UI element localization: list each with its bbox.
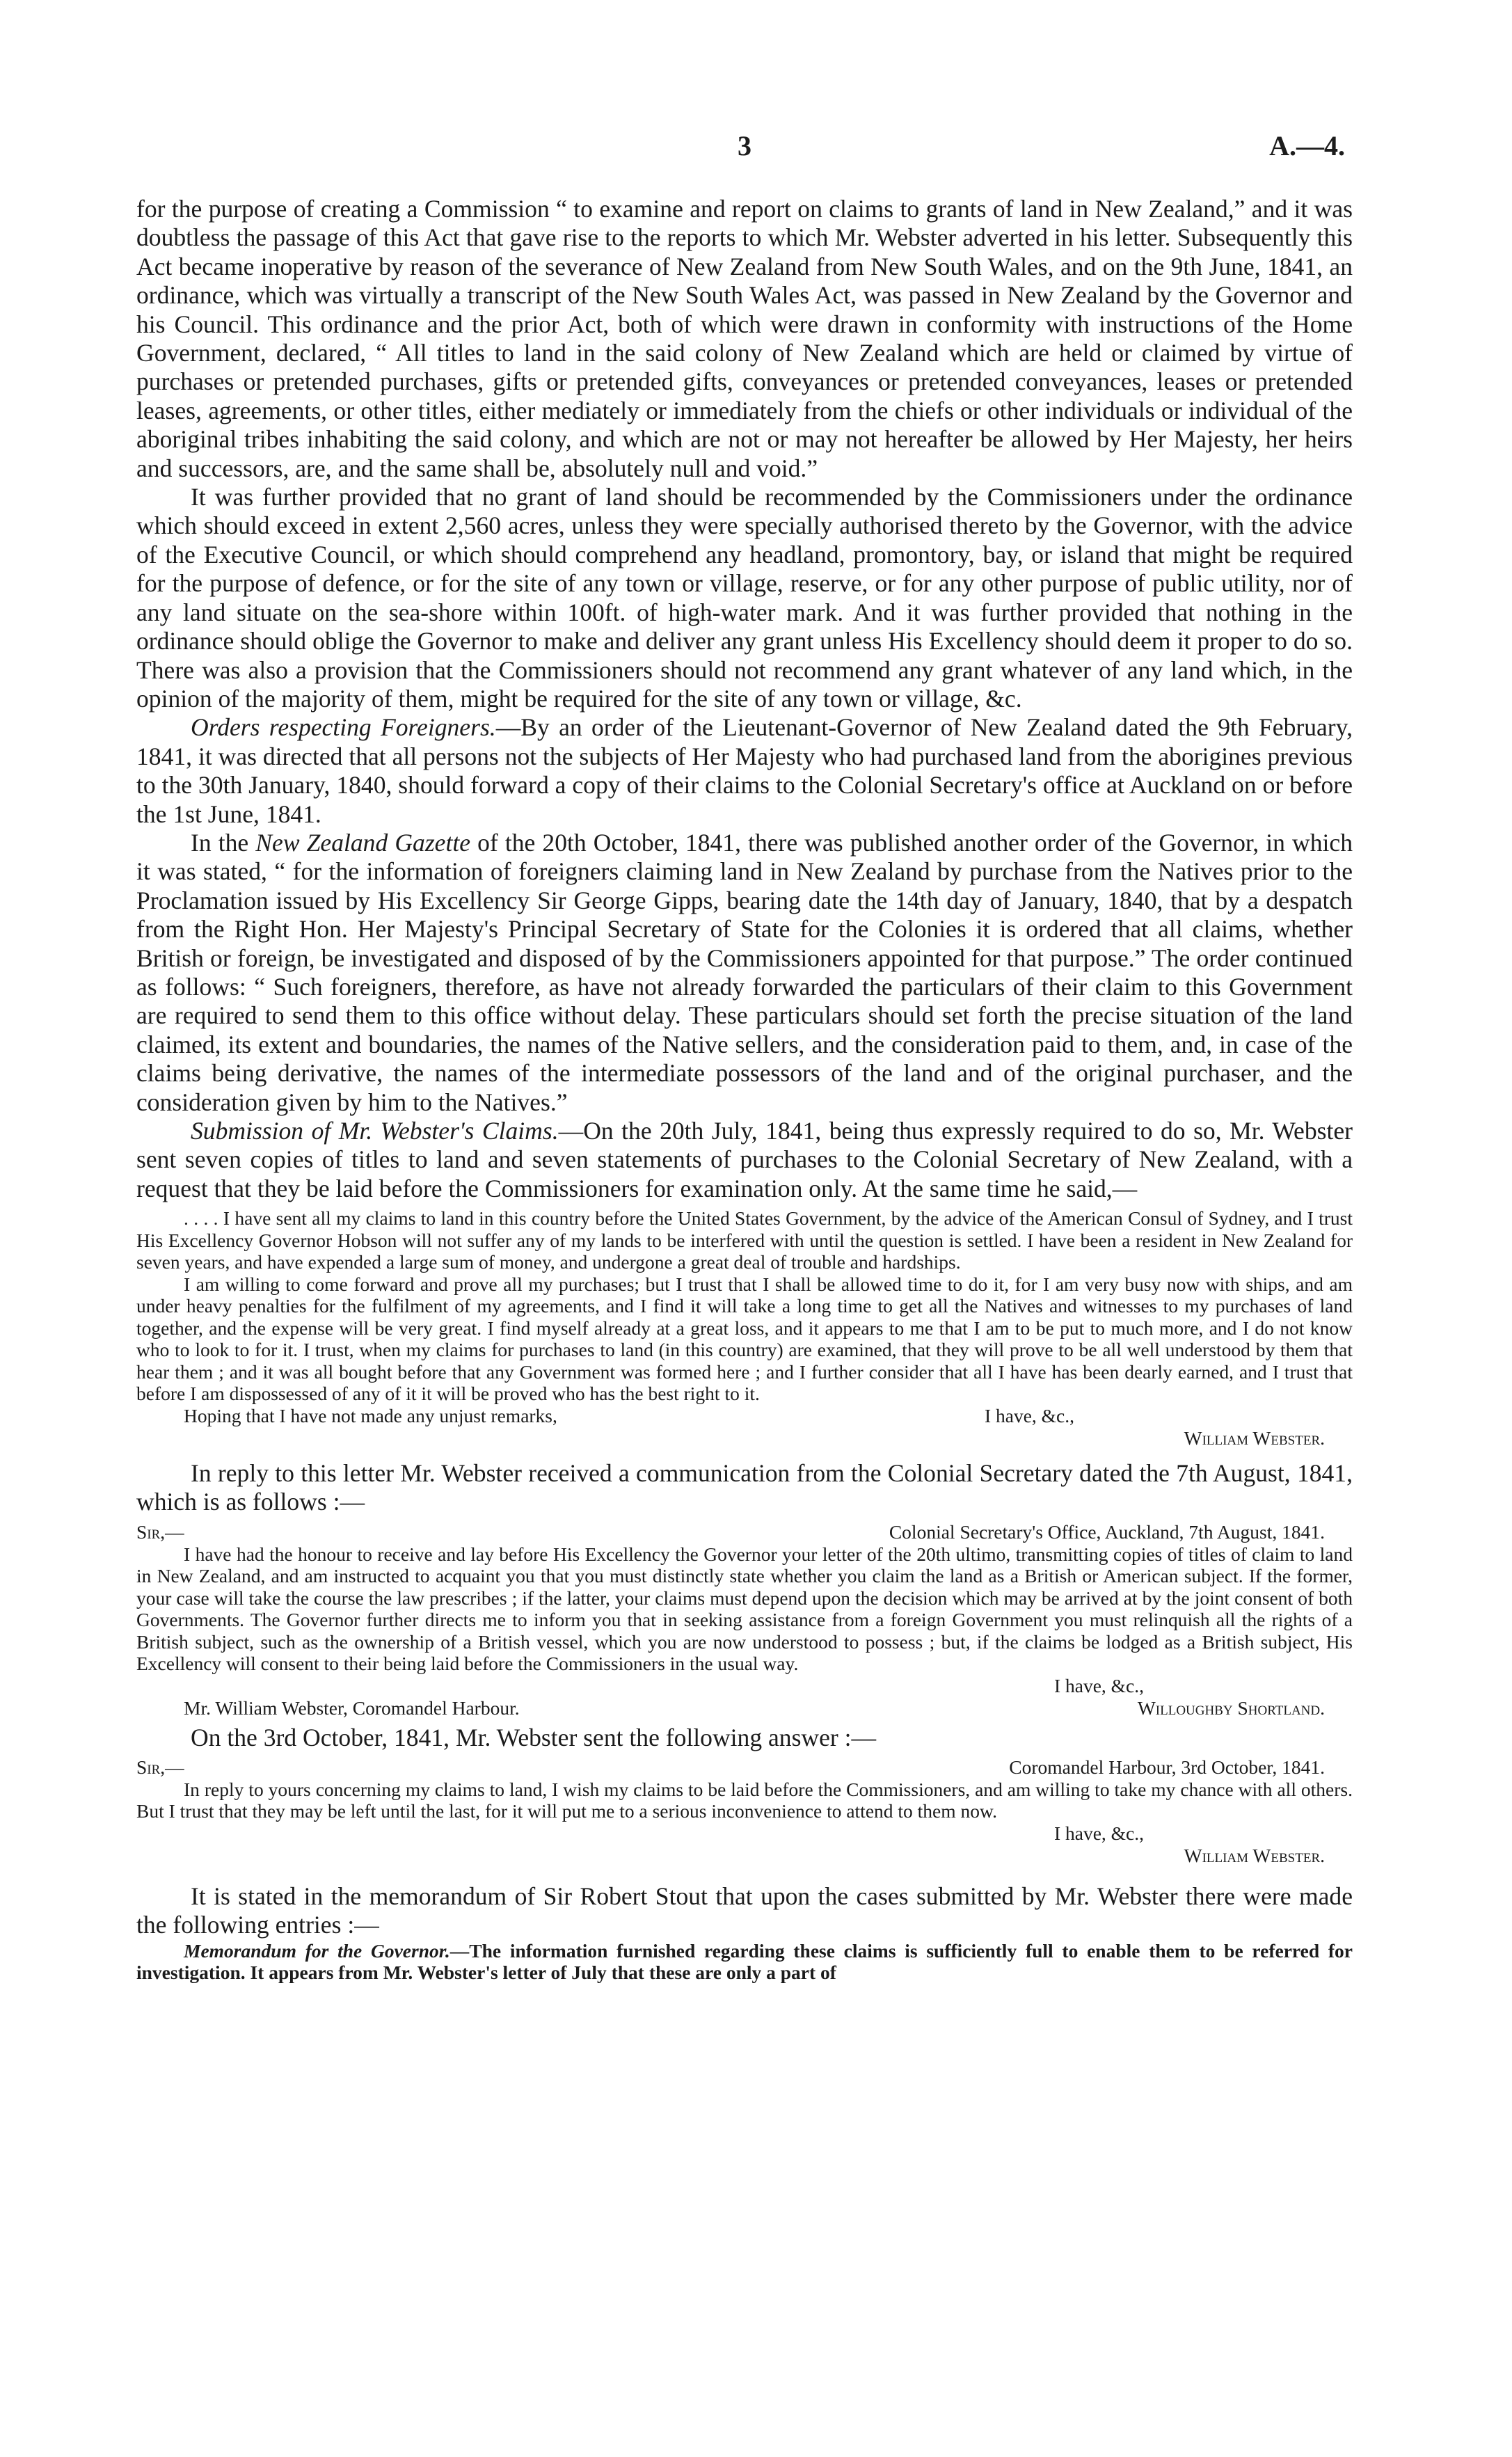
paragraph-4-text: of the 20th October, 1841, there was published another order of the Governor, in which it was stated, “ for the information of foreigners claiming land in New Zealand by purchase from the Natives prior to the Proclamation issued by His Excellency Sir George Gipps, bearing date the 14th day of January, 1840, that by a despatch from the Right Hon. Her Majesty's Principal Secretary of State for the Colonies it is ordered that all claims, whether British or foreign, be investigated and disposed of by the Commissioners appointed for that purpose.” The order continued as follows: “ Such foreigners, therefore, as have not already forwarded the particulars of their claim to this Government are required to send them to this office without delay. These particulars should set forth the precise situation of the land claimed, its extent and boundaries, the names of the Native sellers, and the consideration paid to them, and, in case of the claims being derivative, the names of the intermediate possessors of the land and of the original purchaser, and the consideration given by him to the Natives.” bbox=[136, 828, 1353, 1116]
letter3-signature: William Webster. bbox=[1184, 1844, 1325, 1866]
paragraph-2: It was further provided that no grant of land should be recommended by the Commissioners under the ordinance which should exceed in extent 2,560 acres, unless they were specially authorised thereto by the Governor, with the advice of the Executive Council, or which should comprehend any headland, promontory, bay, or island that might be required for the purpose of defence, or for the site of any town or village, reserve, or for any other purpose of public utility, nor of any land situate on the sea-shore within 100ft. of high-water mark. And it was further provided that nothing in the ordinance should oblige the Governor to make and deliver any grant unless His Excellency should deem it proper to do so. There was also a provision that the Commissioners should not recommend any grant whatever of any land which, in the opinion of the majority of them, might be required for the site of any town or village, &c. bbox=[136, 483, 1353, 713]
paragraph-gazette bbox=[136, 829, 1353, 1117]
letter2-footer-row bbox=[136, 1697, 1353, 1719]
paragraph-submission bbox=[136, 1117, 1353, 1203]
paper-reference: A.—4. bbox=[1269, 130, 1345, 161]
letter1-closing-right: I have, &c., bbox=[984, 1404, 1074, 1426]
letter2-closing: I have, &c., bbox=[1053, 1674, 1144, 1696]
letter1-closing-left: Hoping that I have not made any unjust remarks, bbox=[184, 1404, 557, 1426]
paragraph-memo: It is stated in the memorandum of Sir Robert Stout that upon the cases submitted by Mr. Webster there were made the following entries :— bbox=[136, 1882, 1353, 1939]
letter1-quote-2: I am willing to come forward and prove all my purchases; but I trust that I shall be allowed time to do it, for I am very busy now with ships, and am under heavy penalties for the fulfilment of my agreements, and I find it will take a long time to get all the Natives and witnesses to my purchases of land together, and the expense will be very great. I find myself already at a great loss, and it appears to me that I am to be put to much more, and I do not know who to look to for it. I trust, when my claims for purchases to land (in this country) are examined, that they will prove to be all well understood by them that hear them ; and it was all bought before that any Government was formed here ; and I further consider that all I have has been dearly earned, and I trust that before I am dispossessed of any of it it will be proved who has the best right to it. bbox=[136, 1273, 1353, 1405]
letter3-address: Coromandel Harbour, 3rd October, 1841. bbox=[1009, 1756, 1325, 1778]
letter3-salutation: Sir,— bbox=[136, 1756, 184, 1778]
letter3-header-row bbox=[136, 1756, 1353, 1779]
paragraph-reply: In reply to this letter Mr. Webster received a communication from the Colonial Secretary dated the 7th August, 1841, which is as follows :— bbox=[136, 1458, 1353, 1516]
letter3-body: In reply to yours concerning my claims to land, I wish my claims to be laid before the Commissioners, and am willing to take my chance with all others. But I trust that they may be left until the last, for it will put me to a serious inconvenience to attend to them now. bbox=[136, 1778, 1353, 1822]
letter2-address: Colonial Secretary's Office, Auckland, 7th August, 1841. bbox=[889, 1520, 1325, 1543]
page-header bbox=[0, 129, 1512, 171]
letter2-addressee: Mr. William Webster, Coromandel Harbour. bbox=[184, 1696, 520, 1719]
letter2-salutation: Sir,— bbox=[136, 1520, 184, 1543]
paragraph-3-text: —By an order of the Lieutenant-Governor of New Zealand dated the 9th February, 1841, it was directed that all persons not the subjects of Her Majesty who had purchased land from the aborigines previous to the 30th January, 1840, should forward a copy of their claims to the Colonial Secretary's office at Auckland on or before the 1st June, 1841. bbox=[136, 713, 1353, 828]
memo-body: —The information furnished regarding these claims is sufficiently full to enable them to be referred for investigation. It appears from Mr. Webster's letter of July that these are only a part of bbox=[136, 1939, 1353, 1984]
letter2-signature: Willoughby Shortland. bbox=[1137, 1696, 1325, 1719]
memo-text bbox=[136, 1940, 1353, 1984]
letter2-header-row bbox=[136, 1521, 1353, 1543]
body-text bbox=[136, 195, 1353, 1984]
paragraph-5-text: —On the 20th July, 1841, being thus expressly required to do so, Mr. Webster sent seven copies of titles to land and seven statements of purchases to the Colonial Secretary of New Zealand, with a request that they be laid before the Commissioners for examination only. At the same time he said,— bbox=[136, 1117, 1353, 1202]
paragraph-answer: On the 3rd October, 1841, Mr. Webster sent the following answer :— bbox=[191, 1723, 877, 1751]
heading-orders-foreigners: Orders respecting Foreigners. bbox=[191, 713, 496, 742]
paragraph-1: for the purpose of creating a Commission “ to examine and report on claims to grants of land in New Zealand,” and it was doubtless the passage of this Act that gave rise to the reports to which Mr. Webster adverted in his letter. Subsequently this Act became inoperative by reason of the severance of New Zealand from New South Wales, and on the 9th June, 1841, an ordinance, which was virtually a transcript of the New South Wales Act, was passed in New Zealand by the Governor and his Council. This ordinance and the prior Act, both of which were drawn in conformity with instructions of the Home Government, declared, “ All titles to land in the said colony of New Zealand which are held or claimed by virtue of purchases or pretended purchases, gifts or pretended gifts, conveyances or pretended conveyances, leases or pretended leases, agreements, or other titles, either mediately or immediately from the chiefs or other individuals or individual of the aboriginal tribes inhabiting the said colony, and which are not or may not hereafter be allowed by Her Majesty, her heirs and successors, are, and the same shall be, absolutely null and void.” bbox=[136, 195, 1353, 482]
gazette-title: New Zealand Gazette bbox=[255, 828, 471, 857]
paragraph-orders-foreigners bbox=[136, 713, 1353, 829]
heading-submission: Submission of Mr. Webster's Claims. bbox=[191, 1117, 559, 1145]
letter2-body: I have had the honour to receive and lay before His Excellency the Governor your letter of the 20th ultimo, transmitting copies of titles of claim to land in New Zealand, and am instructed to acquaint you that you must distinctly state whether you claim the land as a British or American subject. If the former, your case will take the course the law prescribes ; if the latter, your claims must depend upon the decision which may be arrived at by the joint consent of both Governments. The Governor further directs me to inform you that in seeking assistance from a foreign Government you must relinquish all the rights of a British subject, such as the ownership of a British vessel, which you are now understood to possess ; but, if the claims be lodged as a British subject, His Excellency will consent to their being laid before the Commissioners in the usual way. bbox=[136, 1543, 1353, 1675]
letter1-closing-row bbox=[136, 1405, 1353, 1427]
letter3-closing: I have, &c., bbox=[1053, 1822, 1144, 1844]
paragraph-4-start: In the bbox=[191, 828, 256, 857]
memo-heading: Memorandum for the Governor. bbox=[184, 1939, 450, 1962]
letter1-signature: William Webster. bbox=[1184, 1426, 1325, 1449]
letter1-quote-1: . . . . I have sent all my claims to land in this country before the United States Government, by the advice of the American Consul of Sydney, and I trust His Excellency Governor Hobson will not suffer any of my lands to be interfered with until the question is settled. I have been a resident in New Zealand for seven years, and have expended a large sum of money, and undergone a great deal of trouble and hardships. bbox=[136, 1207, 1353, 1273]
page-number: 3 bbox=[738, 130, 751, 161]
